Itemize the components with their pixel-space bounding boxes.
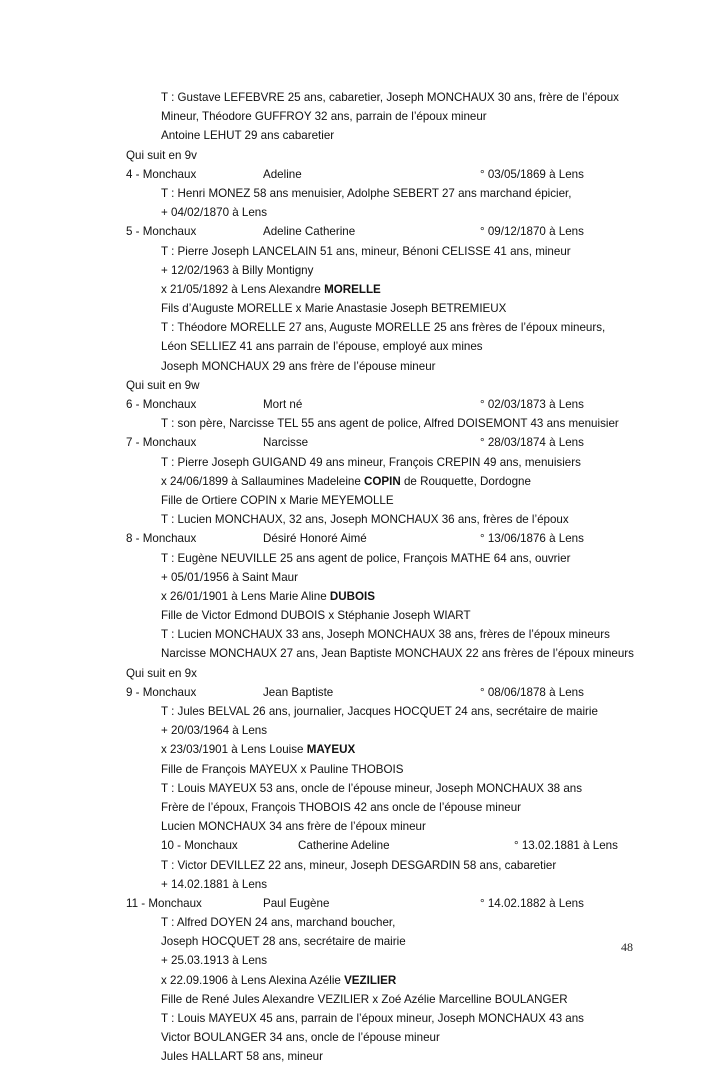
line-text: T : Gustave LEFEBVRE 25 ans, cabaretier, Joseph MONCHAUX 30 ans, frère de l’époux xyxy=(161,91,619,104)
detail-line xyxy=(0,702,724,721)
entry-number: 8 - Monchaux xyxy=(126,532,197,546)
entry-given-name: Narcisse xyxy=(263,436,309,450)
detail-line xyxy=(0,1047,724,1066)
line-text: Lucien MONCHAUX 34 ans frère de l’époux mineur xyxy=(161,820,426,834)
entry-number: 7 - Monchaux xyxy=(126,436,197,450)
continuation-note xyxy=(0,376,724,395)
detail-line xyxy=(0,510,724,529)
line-text: T : Jules BELVAL 26 ans, journalier, Jacques HOCQUET 24 ans, secrétaire de mairie xyxy=(161,705,598,718)
line-text: Fils d’Auguste MORELLE x Marie Anastasie Joseph BETREMIEUX xyxy=(161,302,507,316)
spouse-surname: MAYEUX xyxy=(306,743,356,757)
detail-line xyxy=(0,587,724,606)
detail-line xyxy=(0,990,724,1009)
child-entry xyxy=(0,222,724,241)
line-text: x 24/06/1899 à Sallaumines Madeleine xyxy=(161,474,365,488)
entry-given-name: Désiré Honoré Aimé xyxy=(263,532,367,546)
detail-line xyxy=(0,242,724,261)
spouse-surname: VEZILIER xyxy=(344,973,397,987)
line-text: + 05/01/1956 à Saint Maur xyxy=(161,570,298,584)
entry-given-name: Adeline xyxy=(263,167,302,181)
child-entry xyxy=(0,894,724,913)
line-text: T : Pierre Joseph LANCELAIN 51 ans, mineur, Bénoni CELISSE 41 ans, mineur xyxy=(161,244,571,258)
detail-line xyxy=(0,951,724,970)
line-text: x 26/01/1901 à Lens Marie Aline xyxy=(161,589,330,603)
detail-line xyxy=(0,1009,724,1028)
detail-line xyxy=(0,261,724,280)
detail-line xyxy=(0,721,724,740)
detail-line xyxy=(0,318,724,337)
detail-line xyxy=(0,779,724,798)
entry-given-name: Jean Baptiste xyxy=(263,685,334,699)
entry-number: 11 - Monchaux xyxy=(126,896,202,910)
genealogy-page-body xyxy=(0,88,724,1067)
line-text: x 21/05/1892 à Lens Alexandre xyxy=(161,282,325,296)
child-entry xyxy=(0,395,724,414)
line-text: Fille de Ortiere COPIN x Marie MEYEMOLLE xyxy=(161,493,394,507)
page-number: 48 xyxy=(621,940,633,954)
detail-line xyxy=(0,414,724,433)
detail-line xyxy=(0,625,724,644)
detail-line xyxy=(0,760,724,779)
line-text: Joseph MONCHAUX 29 ans frère de l’épouse mineur xyxy=(161,359,436,373)
line-text: Fille de Victor Edmond DUBOIS x Stéphanie Joseph WIART xyxy=(161,609,471,623)
detail-line xyxy=(0,107,724,126)
continuation-note xyxy=(0,664,724,683)
entry-birth-date: ° 13.02.1881 à Lens xyxy=(514,839,618,853)
detail-line xyxy=(0,299,724,318)
line-text: T : Lucien MONCHAUX 33 ans, Joseph MONCHAUX 38 ans, frères de l’époux mineurs xyxy=(161,628,610,642)
child-entry xyxy=(0,165,724,184)
line-text: + 04/02/1870 à Lens xyxy=(161,206,268,220)
line-text: + 20/03/1964 à Lens xyxy=(161,724,268,738)
line-text: x 22.09.1906 à Lens Alexina Azélie xyxy=(161,973,345,987)
detail-line xyxy=(0,740,724,759)
child-entry xyxy=(0,683,724,702)
entry-number: 5 - Monchaux xyxy=(126,225,197,239)
line-text: Qui suit en 9x xyxy=(126,666,197,680)
detail-line xyxy=(0,203,724,222)
entry-number: 4 - Monchaux xyxy=(126,167,197,181)
child-entry xyxy=(0,433,724,452)
line-text: T : son père, Narcisse TEL 55 ans agent de police, Alfred DOISEMONT 43 ans menuisier xyxy=(161,417,619,431)
detail-line xyxy=(0,606,724,625)
continuation-note xyxy=(0,146,724,165)
line-text: T : Victor DEVILLEZ 22 ans, mineur, Joseph DESGARDIN 58 ans, cabaretier xyxy=(161,858,557,872)
line-text: Mineur, Théodore GUFFROY 32 ans, parrain de l’époux mineur xyxy=(161,110,487,124)
detail-line xyxy=(0,644,724,663)
detail-line xyxy=(0,971,724,990)
entry-given-name: Paul Eugène xyxy=(263,896,330,910)
detail-line xyxy=(0,453,724,472)
line-text: Frère de l’époux, François THOBOIS 42 ans oncle de l’épouse mineur xyxy=(161,800,522,814)
line-text: T : Henri MONEZ 58 ans menuisier, Adolphe SEBERT 27 ans marchand épicier, xyxy=(161,186,572,200)
detail-line xyxy=(0,184,724,203)
detail-line xyxy=(0,88,724,107)
line-text: Joseph HOCQUET 28 ans, secrétaire de mairie xyxy=(161,935,406,949)
line-text: T : Alfred DOYEN 24 ans, marchand boucher, xyxy=(161,916,396,930)
entry-number: 6 - Monchaux xyxy=(126,398,197,411)
entry-birth-date: ° 03/05/1869 à Lens xyxy=(480,167,584,181)
child-entry xyxy=(0,529,724,548)
detail-line xyxy=(0,472,724,491)
entry-birth-date: ° 14.02.1882 à Lens xyxy=(480,896,584,910)
detail-line xyxy=(0,126,724,145)
detail-line xyxy=(0,568,724,587)
detail-line xyxy=(0,913,724,932)
line-text: Narcisse MONCHAUX 27 ans, Jean Baptiste MONCHAUX 22 ans frères de l’époux mineurs xyxy=(161,647,634,661)
detail-line xyxy=(0,798,724,817)
detail-line xyxy=(0,875,724,894)
spouse-surname: DUBOIS xyxy=(329,589,375,603)
spouse-surname: MORELLE xyxy=(324,282,381,296)
detail-line xyxy=(0,337,724,356)
detail-line xyxy=(0,817,724,836)
detail-line xyxy=(0,549,724,568)
line-text: Léon SELLIEZ 41 ans parrain de l’épouse, employé aux mines xyxy=(161,340,483,354)
line-text: Fille de René Jules Alexandre VEZILIER x Zoé Azélie Marcelline BOULANGER xyxy=(161,992,568,1006)
entry-given-name: Mort né xyxy=(263,398,303,411)
line-text: + 25.03.1913 à Lens xyxy=(161,954,268,968)
entry-birth-date: ° 28/03/1874 à Lens xyxy=(480,436,584,450)
line-text: Antoine LEHUT 29 ans cabaretier xyxy=(161,129,335,143)
detail-line xyxy=(0,280,724,299)
detail-line xyxy=(0,357,724,376)
detail-line xyxy=(0,491,724,510)
detail-line xyxy=(0,1028,724,1047)
detail-line xyxy=(0,932,724,951)
line-text: Jules HALLART 58 ans, mineur xyxy=(161,1050,323,1064)
child-entry xyxy=(0,836,724,855)
line-text: Qui suit en 9w xyxy=(126,378,200,392)
detail-line xyxy=(0,856,724,875)
spouse-surname: COPIN xyxy=(364,474,401,488)
line-text: + 14.02.1881 à Lens xyxy=(161,877,268,891)
entry-birth-date: ° 02/03/1873 à Lens xyxy=(480,398,584,411)
entry-birth-date: ° 09/12/1870 à Lens xyxy=(480,225,584,239)
line-text: Victor BOULANGER 34 ans, oncle de l’épouse mineur xyxy=(161,1031,440,1045)
entry-number: 10 - Monchaux xyxy=(161,839,238,853)
entry-birth-date: ° 08/06/1878 à Lens xyxy=(480,685,584,699)
line-text: + 12/02/1963 à Billy Montigny xyxy=(161,263,314,277)
line-text: T : Louis MAYEUX 45 ans, parrain de l’époux mineur, Joseph MONCHAUX 43 ans xyxy=(161,1012,584,1025)
line-text: T : Louis MAYEUX 53 ans, oncle de l’épouse mineur, Joseph MONCHAUX 38 ans xyxy=(161,781,583,795)
line-text: T : Théodore MORELLE 27 ans, Auguste MORELLE 25 ans frères de l’époux mineurs, xyxy=(161,321,606,335)
entry-given-name: Catherine Adeline xyxy=(298,839,390,853)
line-text-after: de Rouquette, Dordogne xyxy=(400,474,531,488)
entry-number: 9 - Monchaux xyxy=(126,685,197,699)
line-text: x 23/03/1901 à Lens Louise xyxy=(161,743,307,757)
line-text: T : Eugène NEUVILLE 25 ans agent de police, François MATHE 64 ans, ouvrier xyxy=(161,551,571,565)
line-text: T : Pierre Joseph GUIGAND 49 ans mineur, François CREPIN 49 ans, menuisiers xyxy=(161,455,581,469)
line-text: T : Lucien MONCHAUX, 32 ans, Joseph MONCHAUX 36 ans, frères de l’époux xyxy=(161,513,569,527)
line-text: Qui suit en 9v xyxy=(126,148,197,162)
entry-given-name: Adeline Catherine xyxy=(263,225,356,239)
entry-birth-date: ° 13/06/1876 à Lens xyxy=(480,532,584,546)
line-text: Fille de François MAYEUX x Pauline THOBOIS xyxy=(161,762,404,776)
